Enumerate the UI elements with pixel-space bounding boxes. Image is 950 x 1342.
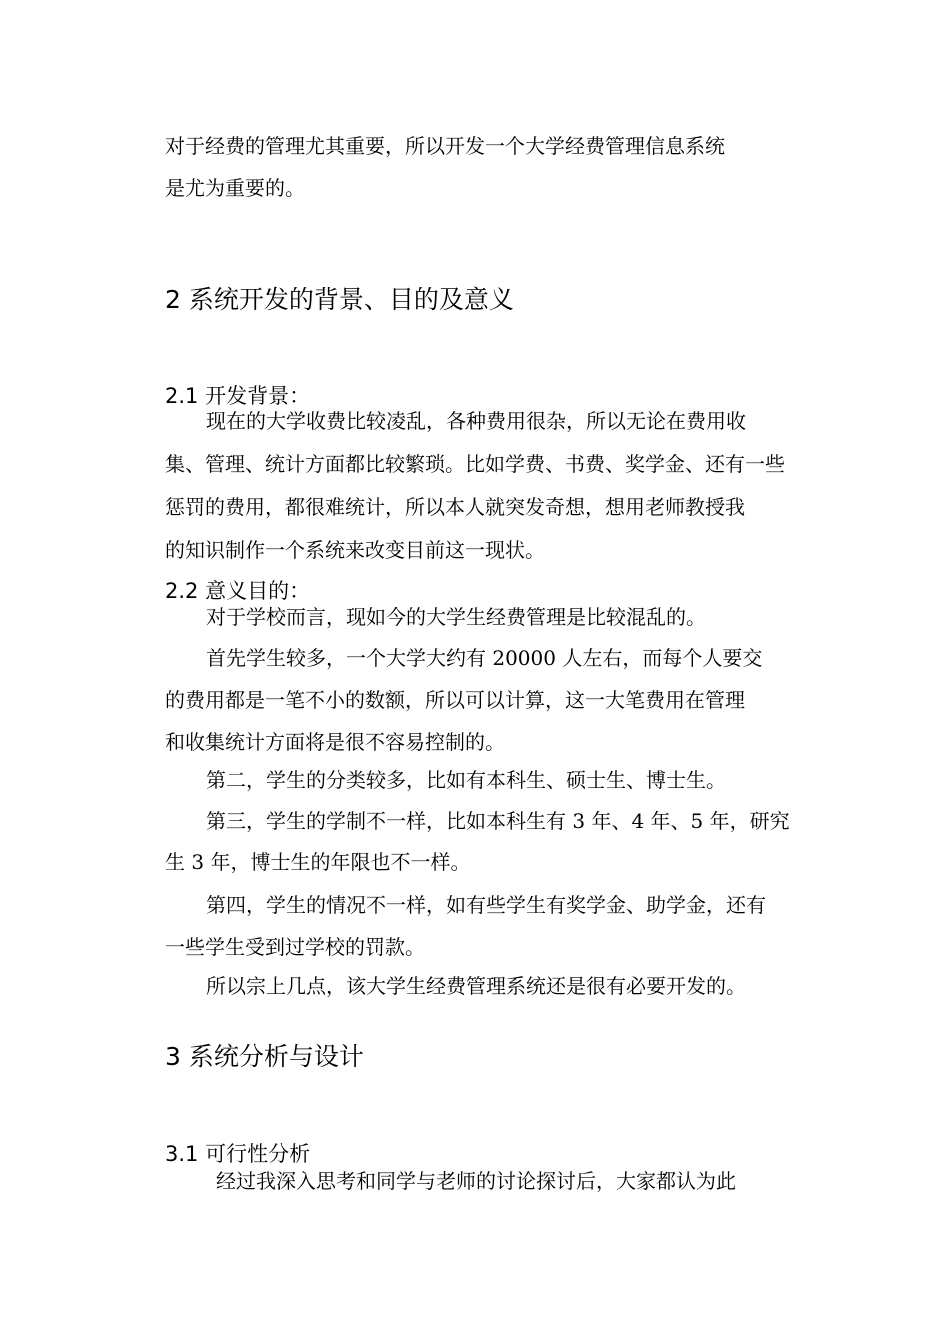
- section-3-heading: 3 系统分析与设计: [165, 1042, 364, 1071]
- section-2-2-heading: 2.2 意义目的：: [165, 579, 311, 603]
- paragraph-line: 生 3 年，博士生的年限也不一样。: [165, 850, 471, 874]
- paragraph-line: 的费用都是一笔不小的数额，所以可以计算，这一大笔费用在管理: [165, 688, 745, 712]
- paragraph-line: 经过我深入思考和同学与老师的讨论探讨后，大家都认为此: [216, 1169, 736, 1193]
- paragraph-line: 现在的大学收费比较凌乱，各种费用很杂，所以无论在费用收: [206, 409, 746, 433]
- paragraph-line: 一些学生受到过学校的罚款。: [165, 935, 425, 959]
- paragraph-line: 惩罚的费用，都很难统计，所以本人就突发奇想，想用老师教授我: [165, 495, 745, 519]
- section-3-1-heading: 3.1 可行性分析: [165, 1142, 311, 1166]
- section-2-1-heading: 2.1 开发背景：: [165, 384, 311, 408]
- paragraph-line: 所以宗上几点，该大学生经费管理系统还是很有必要开发的。: [206, 974, 746, 998]
- intro-line-2: 是尤为重要的。: [165, 176, 305, 200]
- paragraph-line: 和收集统计方面将是很不容易控制的。: [165, 730, 505, 754]
- paragraph-line: 第二，学生的分类较多，比如有本科生、硕士生、博士生。: [206, 768, 726, 792]
- paragraph-line: 第四，学生的情况不一样，如有些学生有奖学金、助学金，还有: [206, 893, 766, 917]
- paragraph-line: 的知识制作一个系统来改变目前这一现状。: [165, 538, 545, 562]
- intro-line-1: 对于经费的管理尤其重要，所以开发一个大学经费管理信息系统: [165, 134, 725, 158]
- section-2-heading: 2 系统开发的背景、目的及意义: [165, 285, 514, 314]
- paragraph-line: 首先学生较多，一个大学大约有 20000 人左右，而每个人要交: [206, 646, 763, 670]
- paragraph-line: 对于学校而言，现如今的大学生经费管理是比较混乱的。: [206, 605, 706, 629]
- paragraph-line: 集、管理、统计方面都比较繁琐。比如学费、书费、奖学金、还有一些: [165, 452, 785, 476]
- paragraph-line: 第三，学生的学制不一样，比如本科生有 3 年、4 年、5 年，研究: [206, 809, 790, 833]
